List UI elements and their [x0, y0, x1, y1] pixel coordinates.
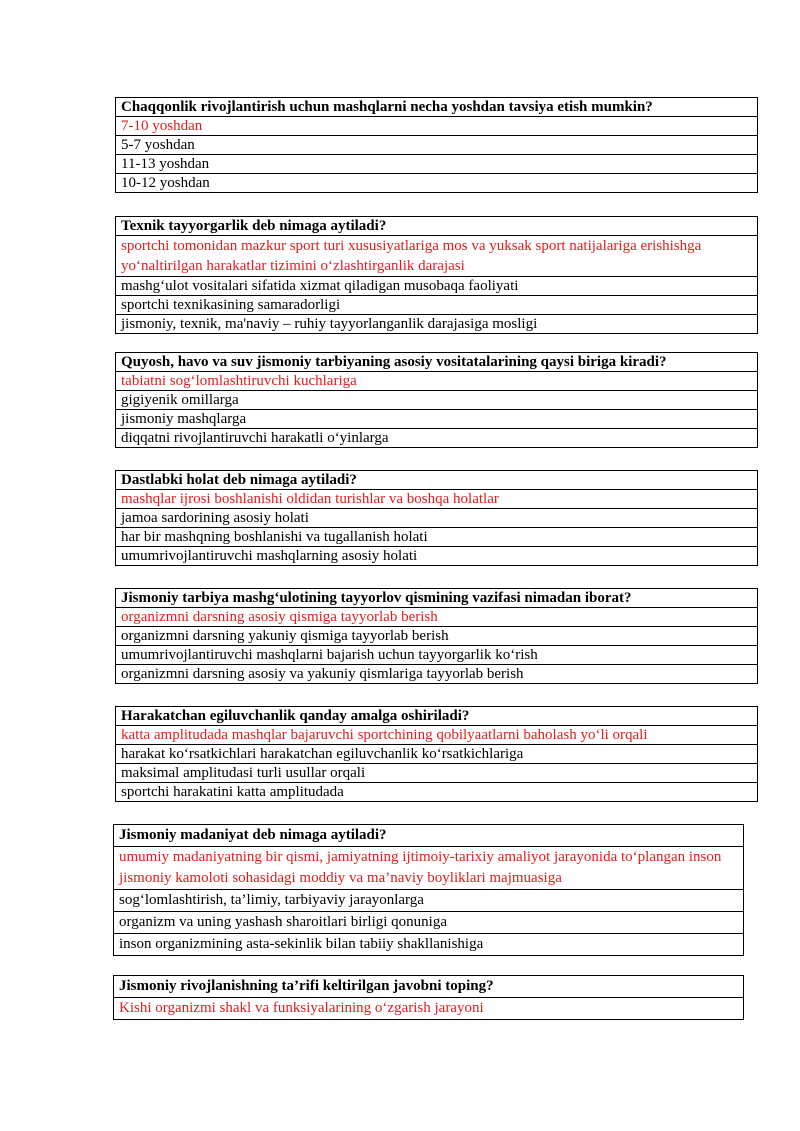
answer-option: maksimal amplitudasi turli usullar orqali	[116, 764, 758, 783]
question-block-4	[115, 470, 758, 566]
correct-answer: organizmni darsning asosiy qismiga tayyorlab berish	[116, 608, 758, 627]
question-text: Jismoniy rivojlanishning ta’rifi keltirilgan javobni toping?	[114, 976, 744, 998]
answer-option: organizmni darsning asosiy va yakuniy qismlariga tayyorlab berish	[116, 665, 758, 684]
question-text: Quyosh, havo va suv jismoniy tarbiyaning asosiy vositatalarining qaysi biriga kiradi?	[116, 353, 758, 372]
answer-option: sportchi harakatini katta amplitudada	[116, 783, 758, 802]
correct-answer: sportchi tomonidan mazkur sport turi xususiyatlariga mos va yuksak sport natijalariga erishishga yo‘naltirilgan harakatlar tizimini o‘zlashtirganlik darajasi	[116, 236, 758, 277]
answer-option: mashg‘ulot vositalari sifatida xizmat qiladigan musobaqa faoliyati	[116, 277, 758, 296]
answer-option: sog‘lomlashtirish, ta’limiy, tarbiyaviy jarayonlarga	[114, 890, 744, 912]
question-text: Harakatchan egiluvchanlik qanday amalga oshiriladi?	[116, 707, 758, 726]
answer-option: umumrivojlantiruvchi mashqlarni bajarish uchun tayyorgarlik ko‘rish	[116, 646, 758, 665]
correct-answer: katta amplitudada mashqlar bajaruvchi sportchining qobilyaatlarni baholash yo‘li orqali	[116, 726, 758, 745]
question-block-7	[113, 824, 744, 956]
question-block-2	[115, 216, 758, 334]
answer-option: harakat ko‘rsatkichlari harakatchan egiluvchanlik ko‘rsatkichlariga	[116, 745, 758, 764]
question-block-6	[115, 706, 758, 802]
question-text: Chaqqonlik rivojlantirish uchun mashqlarni necha yoshdan tavsiya etish mumkin?	[116, 98, 758, 117]
answer-option: 10-12 yoshdan	[116, 174, 758, 193]
answer-option: organizm va uning yashash sharoitlari birligi qonuniga	[114, 912, 744, 934]
answer-option: 11-13 yoshdan	[116, 155, 758, 174]
correct-answer: umumiy madaniyatning bir qismi, jamiyatning ijtimoiy-tarixiy amaliyot jarayonida to‘plangan inson jismoniy kamoloti sohasidagi moddiy va ma’naviy boyliklari majmuasiga	[114, 847, 744, 890]
question-text: Jismoniy madaniyat deb nimaga aytiladi?	[114, 825, 744, 847]
answer-option: har bir mashqning boshlanishi va tugallanish holati	[116, 528, 758, 547]
question-text: Dastlabki holat deb nimaga aytiladi?	[116, 471, 758, 490]
question-block-8	[113, 975, 744, 1020]
answer-option: umumrivojlantiruvchi mashqlarning asosiy holati	[116, 547, 758, 566]
answer-option: 5-7 yoshdan	[116, 136, 758, 155]
correct-answer: Kishi organizmi shakl va funksiyalarining o‘zgarish jarayoni	[114, 998, 744, 1020]
answer-option: inson organizmining asta-sekinlik bilan tabiiy shakllanishiga	[114, 934, 744, 956]
answer-option: sportchi texnikasining samaradorligi	[116, 296, 758, 315]
question-text: Texnik tayyorgarlik deb nimaga aytiladi?	[116, 217, 758, 236]
answer-option: diqqatni rivojlantiruvchi harakatli o‘yinlarga	[116, 429, 758, 448]
answer-option: organizmni darsning yakuniy qismiga tayyorlab berish	[116, 627, 758, 646]
correct-answer: mashqlar ijrosi boshlanishi oldidan turishlar va boshqa holatlar	[116, 490, 758, 509]
question-block-1	[115, 97, 758, 193]
answer-option: jismoniy, texnik, ma'naviy – ruhiy tayyorlanganlik darajasiga mosligi	[116, 315, 758, 334]
correct-answer: 7-10 yoshdan	[116, 117, 758, 136]
question-text: Jismoniy tarbiya mashg‘ulotining tayyorlov qismining vazifasi nimadan iborat?	[116, 589, 758, 608]
question-block-3	[115, 352, 758, 448]
answer-option: jamoa sardorining asosiy holati	[116, 509, 758, 528]
answer-option: jismoniy mashqlarga	[116, 410, 758, 429]
question-block-5	[115, 588, 758, 684]
correct-answer: tabiatni sog‘lomlashtiruvchi kuchlariga	[116, 372, 758, 391]
answer-option: gigiyenik omillarga	[116, 391, 758, 410]
